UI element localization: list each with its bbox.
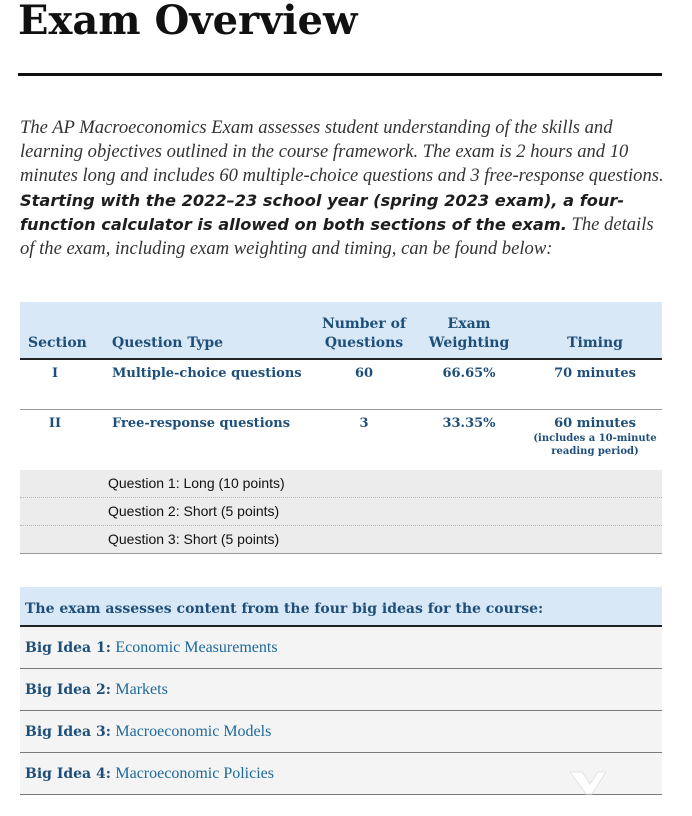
big-idea-text: Markets xyxy=(115,681,168,698)
big-idea-row xyxy=(20,669,662,711)
big-idea-row xyxy=(20,753,662,795)
list-item: Question 1: Long (10 points) xyxy=(20,470,662,498)
row-weighting: 66.65% xyxy=(442,366,496,381)
big-idea-label: Big Idea 4: xyxy=(25,766,111,782)
list-item: Question 2: Short (5 points) xyxy=(20,498,662,526)
big-ideas-box xyxy=(20,587,662,795)
big-idea-label: Big Idea 3: xyxy=(25,724,111,740)
row-section: I xyxy=(51,366,59,381)
big-idea-row xyxy=(20,711,662,753)
watermark-logo xyxy=(568,768,688,808)
row-timing: 60 minutes xyxy=(554,416,636,431)
header-exam-weighting: Exam Weighting xyxy=(428,316,510,351)
intro-text-1: The AP Macroeconomics Exam assesses student understanding of the skills and learning objectives outlined in the course framework. The exam is 2 hours and 10 minutes long and includes 60 multiple-choice questions and 3 free-response questions. xyxy=(20,117,664,187)
row-question-type: Multiple-choice questions xyxy=(112,366,302,381)
intro-text-2: The details of the exam, including exam weighting and timing, can be found below: xyxy=(20,213,654,260)
big-idea-text: Macroeconomic Models xyxy=(115,723,272,740)
row-timing: 70 minutes xyxy=(554,366,636,381)
title-divider xyxy=(18,73,662,76)
row-number: 60 xyxy=(354,366,374,381)
big-idea-text: Economic Measurements xyxy=(115,639,278,656)
table-row xyxy=(20,410,662,470)
big-ideas-heading: The exam assesses content from the four big ideas for the course: xyxy=(20,587,662,627)
free-response-breakdown xyxy=(20,470,662,554)
table-row xyxy=(20,360,662,410)
intro-paragraph xyxy=(20,116,668,261)
table-header xyxy=(20,302,662,360)
big-idea-row xyxy=(20,627,662,669)
list-item: Question 3: Short (5 points) xyxy=(108,531,280,547)
page-title: Exam Overview xyxy=(18,0,358,44)
exam-weighting-table xyxy=(20,302,662,554)
row-question-type: Free-response questions xyxy=(112,416,291,431)
row-timing-cell xyxy=(528,416,662,458)
header-question-type: Question Type xyxy=(112,335,224,351)
timing-note: (includes a 10-minute reading period) xyxy=(533,433,657,457)
big-idea-text: Macroeconomic Policies xyxy=(115,765,274,782)
header-section: Section xyxy=(28,335,87,351)
row-section: II xyxy=(48,416,62,431)
row-weighting: 33.35% xyxy=(442,416,496,431)
header-number-of-questions: Number of Questions xyxy=(321,316,407,351)
header-timing: Timing xyxy=(567,335,623,351)
big-idea-label: Big Idea 2: xyxy=(25,682,111,698)
watermark-icon xyxy=(568,768,608,798)
row-number: 3 xyxy=(359,416,369,431)
big-idea-label: Big Idea 1: xyxy=(25,640,111,656)
intro-calculator-note: Starting with the 2022–23 school year (spring 2023 exam), a four-function calculator is allowed on both sections of the exam. xyxy=(20,190,625,234)
